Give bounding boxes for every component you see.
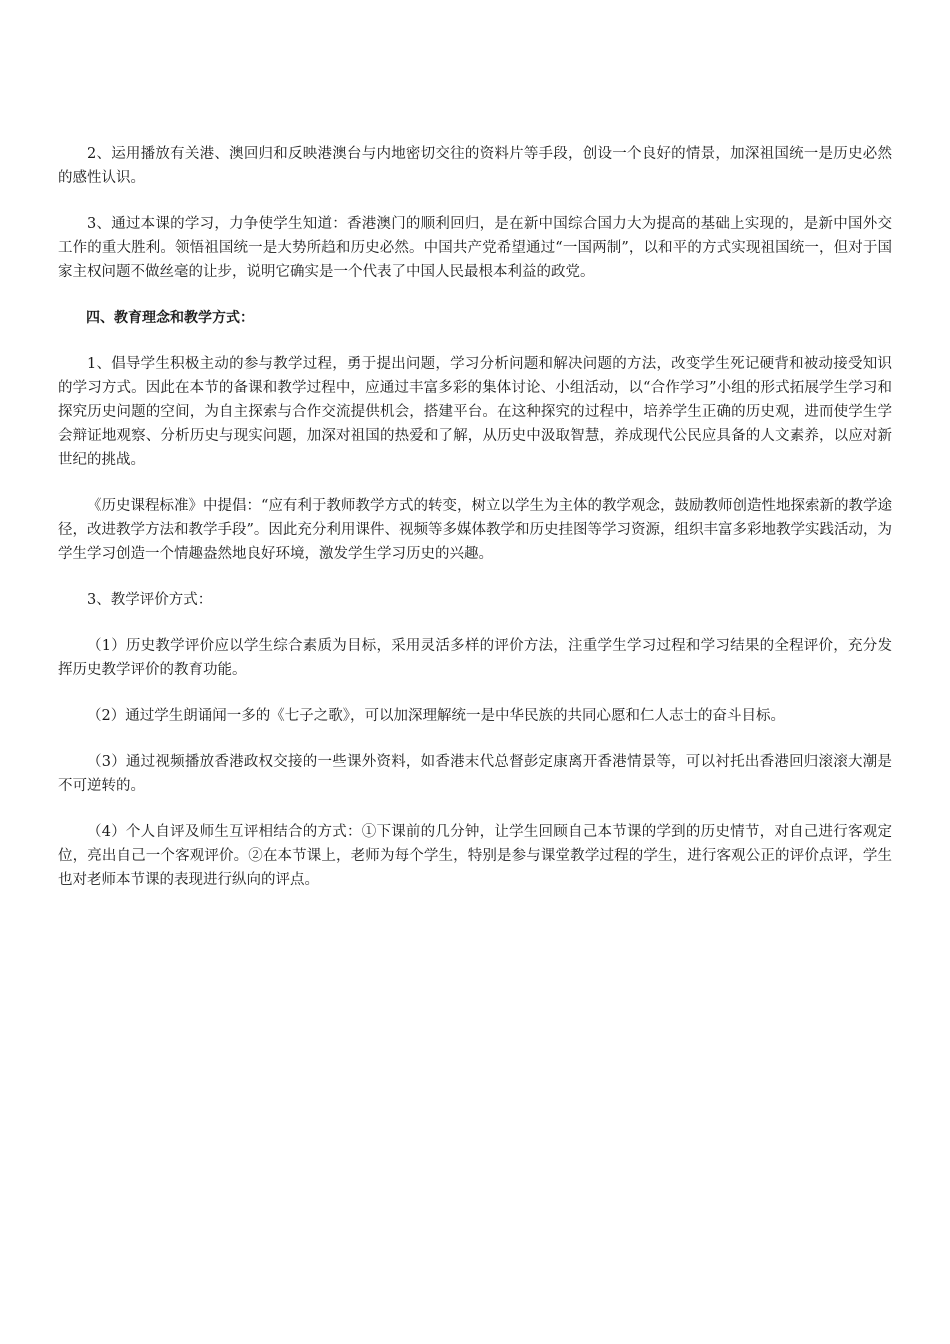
section-heading: 四、教育理念和教学方式： bbox=[86, 310, 254, 326]
paragraph-evaluation-3: （3）通过视频播放香港政权交接的一些课外资料，如香港末代总督彭定康离开香港情景等，可以衬托出香港回归滚滚大潮是不可逆转的。 bbox=[58, 754, 892, 794]
paragraph-goal-2: 2、运用播放有关港、澳回归和反映港澳台与内地密切交往的资料片等手段，创设一个良好的情景，加深祖国统一是历史必然的感性认识。 bbox=[58, 146, 892, 186]
paragraph-concept-1: 1、倡导学生积极主动的参与教学过程，勇于提出问题，学习分析问题和解决问题的方法，改变学生死记硬背和被动接受知识的学习方式。因此在本节的备课和教学过程中，应通过丰富多彩的集体讨论、小组活动，以“合作学习”小组的形式拓展学生学习和探究历史问题的空间，为自主探索与合作交流提供机会，搭建平台。在这种探究的过程中，培养学生正确的历史观，进而使学生学会辩证地观察、分析历史与现实问题，加深对祖国的热爱和了解，从历史中汲取智慧，养成现代公民应具备的人文素养，以应对新世纪的挑战。 bbox=[58, 356, 892, 468]
paragraph-curriculum-standard: 《历史课程标准》中提倡：“应有利于教师教学方式的转变，树立以学生为主体的教学观念，鼓励教师创造性地探索新的教学途径，改进教学方法和教学手段”。因此充分利用课件、视频等多媒体教学和历史挂图等学习资源，组织丰富多彩地教学实践活动，为学生学习创造一个情趣盎然地良好环境，激发学生学习历史的兴趣。 bbox=[58, 498, 892, 562]
paragraph-evaluation-2: （2）通过学生朗诵闻一多的《七子之歌》，可以加深理解统一是中华民族的共同心愿和仁人志士的奋斗目标。 bbox=[87, 708, 785, 724]
document-page bbox=[58, 142, 892, 914]
paragraph-evaluation-4: （4）个人自评及师生互评相结合的方式：①下课前的几分钟，让学生回顾自己本节课的学到的历史情节，对自己进行客观定位，亮出自己一个客观评价。②在本节课上，老师为每个学生，特别是参与课堂教学过程的学生，进行客观公正的评价点评，学生也对老师本节课的表现进行纵向的评点。 bbox=[58, 824, 892, 888]
paragraph-evaluation-1: （1）历史教学评价应以学生综合素质为目标，采用灵活多样的评价方法，注重学生学习过程和学习结果的全程评价，充分发挥历史教学评价的教育功能。 bbox=[58, 638, 892, 678]
paragraph-evaluation-title: 3、教学评价方式： bbox=[87, 592, 213, 608]
paragraph-goal-3: 3、通过本课的学习，力争使学生知道：香港澳门的顺利回归，是在新中国综合国力大为提高的基础上实现的，是新中国外交工作的重大胜利。领悟祖国统一是大势所趋和历史必然。中国共产党希望通过“一国两制”，以和平的方式实现祖国统一，但对于国家主权问题不做丝毫的让步，说明它确实是一个代表了中国人民最根本利益的政党。 bbox=[58, 216, 892, 280]
